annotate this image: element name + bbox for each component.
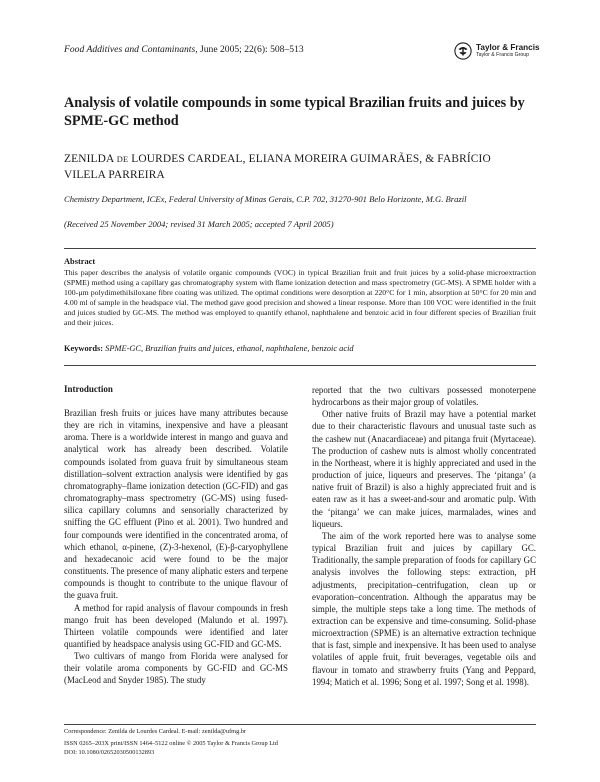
publisher-logo	[454, 38, 550, 64]
abstract-text: This paper describes the analysis of volatile organic compounds (VOC) in typical Brazilian fruit and fruit juices by a solid-phase microextraction (SPME) method using a capillary gas chromatography system with flame ionization detection and mass spectrometry (GC-MS). A SPME holder with a 100-µm polydimethilsiloxane fibre coating was utilized. The optimal conditions were desorption at 220°C for 1 min, absorption at 50°C for 20 min and 4.00 ml of sample in the headspace vial. The method gave good precision and showed a linear response. More than 100 VOC were identified in the fruit and juices studied by GC-MS. The method was employed to quantify ethanol, naphthalene and benzoic acid in four different species of Brazilian fruit and their juices.	[64, 268, 536, 328]
author-first-part: ZENILDA	[64, 153, 117, 165]
footnote-divider	[64, 724, 536, 725]
publisher-name: Taylor & Francis	[476, 42, 540, 52]
intro-paragraph-2: A method for rapid analysis of flavour compounds in fresh mango fruit has been developed (Malundo et al. 1997). Thirteen volatile compounds were identified and later quantified by headspace analysis using GC-FID and GC-MS.	[64, 602, 288, 649]
journal-name: Food Additives and Contaminants,	[64, 44, 198, 55]
doi-line: DOI: 10.1080/02652030500132893	[64, 749, 155, 756]
intro-paragraph-4: reported that the two cultivars possessed monoterpene hydrocarbons as their major group of volatiles.	[312, 385, 536, 408]
paper-title: Analysis of volatile compounds in some typical Brazilian fruits and juices by SPME-GC method	[64, 95, 525, 129]
keywords-list: SPME-GC, Brazilian fruits and juices, ethanol, naphthalene, benzoic acid	[103, 344, 354, 353]
introduction-heading: Introduction	[64, 384, 113, 394]
issn-line: ISSN 0265–203X print/ISSN 1464–5122 online © 2005 Taylor & Francis Group Ltd	[64, 740, 278, 747]
affiliation: Chemistry Department, ICEx, Federal University of Minas Gerais, C.P. 702, 31270-901 Belo Horizonte, M.G. Brazil	[64, 194, 467, 204]
correspondence-note: Correspondence: Zenilda de Lourdes Cardeal. E-mail: zenilda@ufmg.br	[64, 728, 247, 735]
author-list	[64, 152, 534, 183]
divider-middle	[64, 365, 536, 366]
author-rest: LOURDES CARDEAL, ELIANA MOREIRA GUIMARÃES, & FABRÍCIO VILELA PARREIRA	[64, 153, 491, 181]
divider-top	[64, 248, 536, 249]
author-particle: DE	[116, 155, 129, 164]
publisher-group: Taylor & Francis Group	[476, 51, 530, 58]
keywords-label: Keywords:	[64, 344, 104, 353]
intro-paragraph-1: Brazilian fresh fruits or juices have many attributes because they are rich in vitamins, inexpensive and have a pleasant aroma. There is a worldwide interest in mango and guava and analytical work has already been described. Volatile compounds isolated from guava fruit by simultaneous steam distillation–solvent extraction analysis were identified by gas chromatography–flame ionization detection (GC-FID) and gas chromatography–mass spectrometry (GC-MS) using fused-silica capillary columns and sensorially characterized by sniffing the GC effluent (Pino et al. 2001). Two hundred and four compounds were identified in the concentrated aroma, of which ethanol, α-pinene, (Z)-3-hexenol, (E)-β-caryophyllene and hexadecanoic acid were found to be the major constituents. The presence of many aliphatic esters and terpene compounds is thought to contribute to the unique flavour of the guava fruit.	[64, 408, 288, 601]
journal-issue: June 2005; 22(6): 508–513	[197, 44, 304, 55]
intro-paragraph-5: Other native fruits of Brazil may have a potential market due to their characteristic flavours and unusual taste such as the cashew nut (Anacardiaceae) and pitanga fruit (Myrtaceae). The production of cashew nuts is almost wholly concentrated in the Northeast, where it is highly appreciated and used in the production of juice, liqueurs and preserves. The ‘pitanga’ (a native fruit of Brazil) is also a highly appreciated fruit and is eaten raw as it has a sweet-and-sour and aromatic pulp. With the ‘pitanga’ we can make juices, marmalades, wines and liqueurs.	[312, 409, 536, 529]
abstract-heading: Abstract	[64, 257, 96, 266]
intro-paragraph-3: Two cultivars of mango from Florida were analysed for their volatile aroma components by GC-FID and GC-MS (MacLeod and Snyder 1985). The study	[64, 651, 288, 686]
intro-paragraph-6: The aim of the work reported here was to analyse some typical Brazilian fruit and juices by capillary GC. Traditionally, the sample preparation of foods for capillary GC analysis involves the following steps: extraction, pH adjustments, precipitation–centrifugation, clean up or evaporation–concentration. Although the apparatus may be simple, the multiple steps take a long time. The methods of extraction can be expensive and time-consuming. Solid-phase microextraction (SPME) is an alternative extraction technique that is fast, simple and inexpensive. It has been used to analyse volatiles of apple fruit, fruit beverages, vegetable oils and flavour in tomato and strawberry fruits (Yang and Peppard, 1994; Matich et al. 1996; Song et al. 1997; Song et al. 1998).	[312, 530, 536, 687]
left-column	[64, 407, 288, 687]
publisher-emblem-icon	[454, 42, 472, 60]
keywords	[64, 344, 536, 353]
right-column	[312, 384, 536, 688]
journal-citation	[64, 44, 304, 55]
publisher-text	[476, 44, 540, 58]
received-dates: (Received 25 November 2004; revised 31 March 2005; accepted 7 April 2005)	[64, 219, 334, 229]
